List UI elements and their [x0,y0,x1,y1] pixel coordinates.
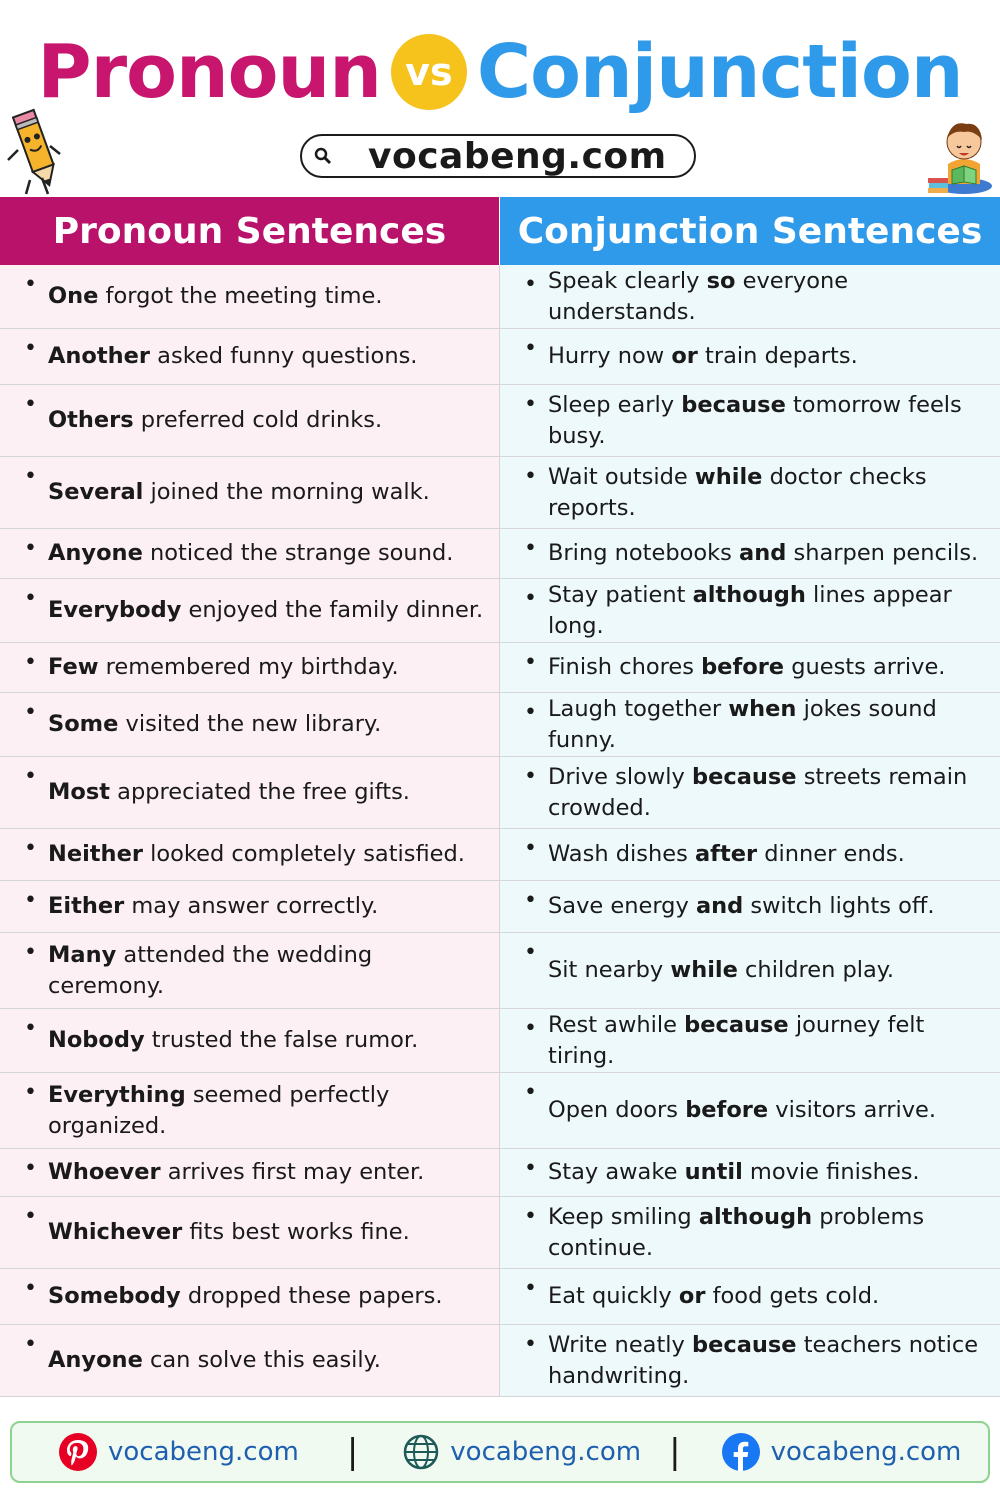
sentence-text [548,1157,986,1188]
table-row [0,933,1000,1009]
sentence-fragment: visited the new library. [118,711,382,737]
sentence-fragment: looked completely satisfied. [142,841,465,867]
sentence-text [48,1157,485,1188]
pencil-mascot-icon [4,106,66,198]
sentence-fragment: streets remain crowded. [548,763,968,821]
sentence-fragment: jokes sound funny. [548,695,937,753]
search-bar [300,134,696,178]
sentence-text [548,762,986,824]
sentence-text [548,1095,986,1126]
sentence-fragment: Drive slowly [548,763,692,790]
bullet: • [524,336,537,361]
bullet: • [524,272,537,297]
keyword: One [48,283,99,309]
sentence-fragment: guests arrive. [784,654,946,680]
header [0,0,1000,197]
sentence-fragment: Sit nearby [548,957,671,983]
sentence-text [548,266,986,328]
sentence-text [548,891,986,922]
footer-website-text: vocabeng.com [450,1437,642,1467]
sentence-fragment: doctor checks reports. [548,463,927,521]
sentence-fragment: Stay awake [548,1159,685,1185]
bullet: • [24,1080,37,1105]
keyword: Neither [48,841,143,867]
bullet: • [24,536,37,561]
sentence-fragment: enjoyed the family dinner. [181,597,484,623]
conjunction-sentence-cell [500,643,1000,692]
pronoun-sentence-cell [0,757,500,828]
sentence-text [48,709,485,740]
conjunction-sentence-cell [500,1149,1000,1196]
keyword: or [671,343,698,369]
conjunction-sentence-cell [500,385,1000,456]
sentence-fragment: Rest awhile [548,1011,685,1038]
bullet: • [24,1156,37,1181]
sentence-fragment: visitors arrive. [768,1097,937,1123]
pronoun-sentence-cell [0,579,500,642]
keyword: Another [48,343,151,369]
sentence-fragment: Sleep early [548,391,682,418]
pronoun-sentence-cell [0,933,500,1008]
keyword: because [692,1331,797,1358]
sentence-text [48,538,485,569]
keyword: because [684,1011,789,1038]
bullet: • [24,1204,37,1229]
sentence-text [548,538,986,569]
sentence-fragment: journey felt tiring. [548,1011,925,1069]
sentence-fragment: Bring notebooks [548,540,740,566]
sentence-fragment: trusted the false rumor. [144,1027,419,1053]
sentence-fragment: fits best works fine. [182,1219,410,1245]
conjunction-sentence-cell [500,757,1000,828]
bullet: • [524,650,537,675]
globe-icon [402,1433,440,1471]
keyword: Somebody [48,1283,181,1309]
sentence-text [48,1345,485,1376]
sentence-fragment: train departs. [697,343,858,369]
sentence-fragment: dropped these papers. [180,1283,443,1309]
keyword: Either [48,893,125,919]
pronoun-sentence-cell [0,1149,500,1196]
pronoun-sentence-cell [0,1009,500,1072]
keyword: Some [48,711,119,737]
header-pronoun-sentences: Pronoun Sentences [0,197,500,265]
sentence-fragment: Keep smiling [548,1203,699,1230]
sentence-text [548,341,986,372]
pronoun-sentence-cell [0,529,500,578]
bullet: • [524,764,537,789]
bullet: • [24,586,37,611]
keyword: Many [48,941,117,968]
sentence-fragment: Speak clearly [548,267,707,294]
page-title [0,22,1000,122]
sentence-fragment: Wait outside [548,463,695,490]
bullet: • [24,888,37,913]
sentence-fragment: joined the morning walk. [143,479,430,505]
bullet: • [524,1276,537,1301]
conjunction-sentence-cell [500,1197,1000,1268]
sentence-text [48,477,485,508]
bullet: • [524,586,537,611]
sentence-text [48,1217,485,1248]
table-row [0,881,1000,933]
sentence-fragment: Finish chores [548,654,702,680]
conjunction-sentence-cell [500,1269,1000,1324]
keyword: after [694,841,758,867]
table-row [0,1325,1000,1397]
sentence-fragment: asked funny questions. [150,343,418,369]
sentence-text [548,839,986,870]
bullet: • [24,1276,37,1301]
sentence-text [48,595,485,626]
keyword: so [706,267,736,294]
table-row [0,1269,1000,1325]
keyword: before [685,1097,769,1123]
bullet: • [24,272,37,297]
footer-separator: | [669,1432,681,1472]
facebook-icon [721,1432,761,1472]
pronoun-sentence-cell [0,385,500,456]
sentence-fragment: Stay patient [548,581,693,608]
sentence-fragment: switch lights off. [743,893,935,919]
conjunction-sentence-cell [500,933,1000,1008]
sentence-fragment: dinner ends. [757,841,905,867]
conjunction-sentence-cell [500,693,1000,756]
sentence-text [48,891,485,922]
sentence-fragment: teachers notice handwriting. [548,1331,979,1389]
keyword: Everybody [48,597,182,623]
sentence-fragment: Laugh together [548,695,729,722]
table-row [0,457,1000,529]
sentence-text [48,839,485,870]
pronoun-sentence-cell [0,329,500,384]
bullet: • [524,1332,537,1357]
title-conjunction: Conjunction [476,29,963,115]
table-row [0,1149,1000,1197]
sentence-text [548,1202,986,1264]
keyword: Whichever [48,1219,183,1245]
vs-badge: vs [391,34,467,110]
sentence-fragment: preferred cold drinks. [133,407,383,433]
conjunction-sentence-cell [500,457,1000,528]
table-row [0,757,1000,829]
sentence-fragment: Write neatly [548,1331,692,1358]
keyword: Anyone [48,540,143,566]
keyword: or [678,1283,706,1309]
pronoun-sentence-cell [0,693,500,756]
footer-facebook[interactable] [721,1432,962,1472]
sentence-text [548,462,986,524]
sentence-text [548,390,986,452]
sentence-fragment: may answer correctly. [124,893,379,919]
keyword: although [698,1203,813,1230]
table-row [0,643,1000,693]
bullet: • [24,940,37,965]
conjunction-sentence-cell [500,1325,1000,1396]
bullet: • [24,650,37,675]
conjunction-sentence-cell [500,579,1000,642]
title-pronoun: Pronoun [37,29,381,115]
bullet: • [24,836,37,861]
pronoun-sentence-cell [0,829,500,880]
table-row [0,693,1000,757]
sentence-fragment: children play. [737,957,895,983]
sentence-text [48,940,485,1002]
pronoun-sentence-cell [0,1325,500,1396]
bullet: • [524,1080,537,1105]
sentence-fragment: everyone understands. [548,267,849,325]
pronoun-sentence-cell [0,1197,500,1268]
footer-pinterest-text: vocabeng.com [108,1437,299,1467]
keyword: although [692,581,806,608]
bullet: • [24,336,37,361]
sentence-text [48,652,485,683]
sentence-text [48,1281,485,1312]
boy-reading-icon [926,114,996,196]
bullet: • [24,764,37,789]
table-row [0,265,1000,329]
sentence-text [48,341,485,372]
table-row [0,1073,1000,1149]
sentence-fragment: sharpen pencils. [786,540,979,566]
table-row [0,385,1000,457]
pronoun-sentence-cell [0,1269,500,1324]
pronoun-sentence-cell [0,265,500,328]
conjunction-sentence-cell [500,1073,1000,1148]
keyword: Most [48,779,110,805]
bullet: • [524,836,537,861]
sentence-text [548,1281,986,1312]
table-row [0,1197,1000,1269]
conjunction-sentence-cell [500,265,1000,328]
sentence-fragment: remembered my birthday. [98,654,399,680]
sentence-fragment: food gets cold. [705,1283,880,1309]
search-icon [314,147,332,165]
conjunction-sentence-cell [500,881,1000,932]
footer-website[interactable] [402,1433,641,1471]
table-row [0,579,1000,643]
sentence-fragment: appreciated the free gifts. [110,779,410,805]
comparison-table [0,197,1000,1397]
sentence-text [48,1080,485,1142]
sentence-text [48,405,485,436]
conjunction-sentence-cell [500,1009,1000,1072]
keyword: while [694,463,763,490]
footer-separator: | [346,1432,359,1472]
bullet: • [524,1016,537,1041]
footer [10,1421,990,1483]
sentence-fragment: noticed the strange sound. [142,540,454,566]
keyword: Few [48,654,99,680]
sentence-text [548,1010,986,1072]
bullet: • [524,940,537,965]
bullet: • [524,1156,537,1181]
table-row [0,529,1000,579]
keyword: while [670,957,738,983]
sentence-fragment: seemed perfectly organized. [48,1081,390,1139]
footer-facebook-text: vocabeng.com [770,1437,962,1467]
sentence-fragment: attended the wedding ceremony. [48,941,373,999]
conjunction-sentence-cell [500,529,1000,578]
sentence-fragment: can solve this easily. [142,1347,381,1373]
keyword: Whoever [48,1159,161,1185]
sentence-fragment: lines appear long. [548,581,952,639]
bullet: • [524,392,537,417]
keyword: Several [48,479,144,505]
bullet: • [24,1016,37,1041]
sentence-fragment: tomorrow feels busy. [548,391,962,449]
pronoun-sentence-cell [0,457,500,528]
sentence-fragment: problems continue. [548,1203,925,1261]
table-row [0,329,1000,385]
sentence-text [548,694,986,756]
sentence-fragment: movie finishes. [742,1159,920,1185]
keyword: Nobody [48,1027,145,1053]
keyword: Anyone [48,1347,143,1373]
table-row [0,1009,1000,1073]
pinterest-icon [58,1432,98,1472]
bullet: • [24,700,37,725]
table-row [0,829,1000,881]
sentence-text [48,777,485,808]
keyword: and [739,540,787,566]
keyword: because [681,391,786,418]
sentence-fragment: forgot the meeting time. [98,283,383,309]
sentence-fragment: Open doors [548,1097,686,1123]
bullet: • [24,464,37,489]
conjunction-sentence-cell [500,329,1000,384]
sentence-text [548,580,986,642]
keyword: because [692,763,797,790]
keyword: before [701,654,785,680]
sentence-fragment: Eat quickly [548,1283,679,1309]
sentence-text [548,1330,986,1392]
sentence-text [548,652,986,683]
sentence-fragment: Wash dishes [548,841,695,867]
bullet: • [24,1332,37,1357]
table-header [0,197,1000,265]
header-conjunction-sentences: Conjunction Sentences [500,197,1000,265]
sentence-text [548,955,986,986]
bullet: • [24,392,37,417]
pronoun-sentence-cell [0,881,500,932]
pronoun-sentence-cell [0,643,500,692]
bullet: • [524,700,537,725]
footer-pinterest[interactable] [58,1432,299,1472]
keyword: Others [48,407,134,433]
sentence-fragment: Save energy [548,893,696,919]
keyword: when [728,695,797,722]
bullet: • [524,1204,537,1229]
sentence-text [48,281,485,312]
conjunction-sentence-cell [500,829,1000,880]
sentence-fragment: arrives first may enter. [160,1159,425,1185]
pronoun-sentence-cell [0,1073,500,1148]
keyword: until [684,1159,743,1185]
keyword: Everything [48,1081,186,1108]
sentence-fragment: Hurry now [548,343,672,369]
bullet: • [524,888,537,913]
search-text: vocabeng.com [368,135,667,177]
table-body [0,265,1000,1397]
bullet: • [524,464,537,489]
bullet: • [524,536,537,561]
sentence-text [48,1025,485,1056]
keyword: and [695,893,744,919]
